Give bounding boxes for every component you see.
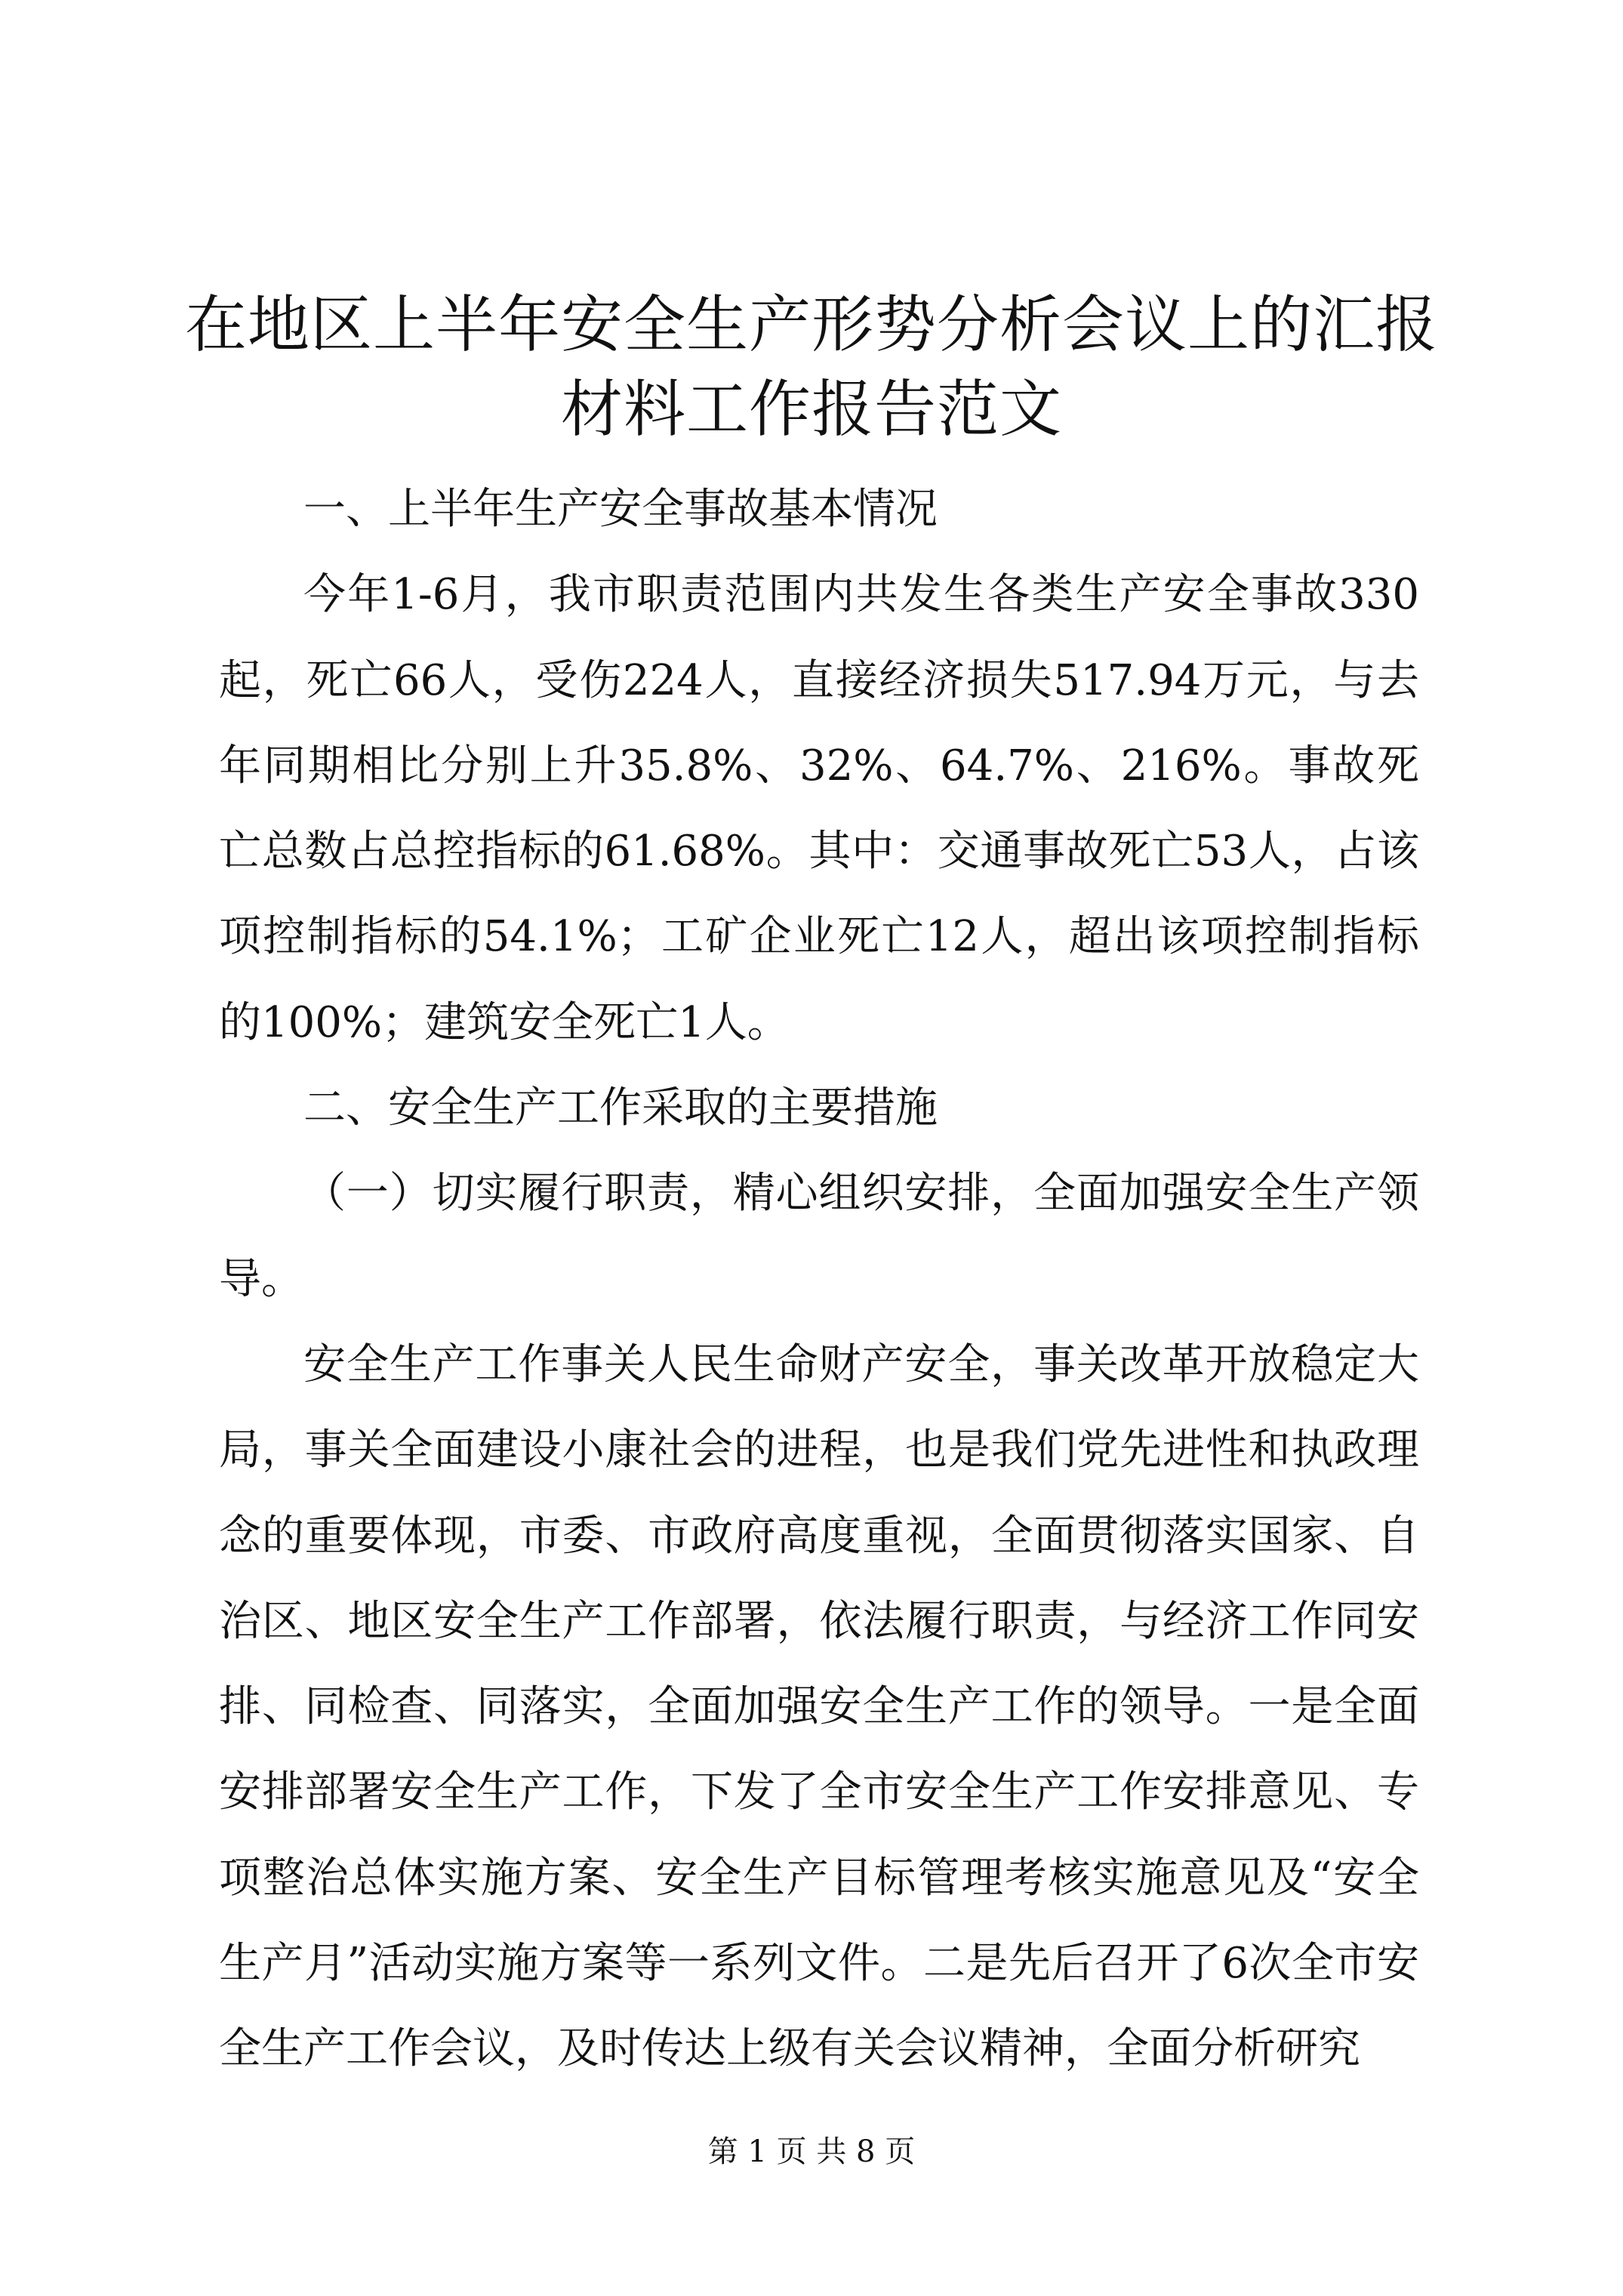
document-body <box>219 467 1419 2092</box>
section-heading-1: 一、上半年生产安全事故基本情况 <box>303 485 938 534</box>
paragraph-accident-stats: 今年1-6月，我市职责范围内共发生各类生产安全事故330起，死亡66人，受伤224人，直接经济损失517.94万元，与去年同期相比分别上升35.8%、32%、64.7%、216%。事故死亡总数占总控指标的61.68%。其中：交通事故死亡53人，占该项控制指标的54.1%；工矿企业死亡12人，超出该项控制指标的100%；建筑安全死亡1人。 <box>219 570 1419 1047</box>
paragraph-measures: 安全生产工作事关人民生命财产安全，事关改革开放稳定大局，事关全面建设小康社会的进程，也是我们党先进性和执政理念的重要体现，市委、市政府高度重视，全面贯彻落实国家、自治区、地区安全生产工作部署，依法履行职责，与经济工作同安排、同检查、同落实，全面加强安全生产工作的领导。一是全面安排部署安全生产工作，下发了全市安全生产工作安排意见、专项整治总体实施方案、安全生产目标管理考核实施意见及“安全生产月”活动实施方案等一系列文件。二是先后召开了6次全市安全生产工作会议，及时传达上级有关会议精神，全面分析研究 <box>219 1339 1419 2074</box>
title-line-2: 材料工作报告范文 <box>560 374 1062 445</box>
title-line-1: 在地区上半年安全生产形势分析会议上的汇报 <box>184 289 1438 361</box>
section-heading-2: 二、安全生产工作采取的主要措施 <box>303 1083 938 1133</box>
subsection-heading-1: （一）切实履行职责，精心组织安排，全面加强安全生产领导。 <box>219 1169 1419 1304</box>
document-title <box>174 283 1449 452</box>
page-footer: 第 1 页 共 8 页 <box>707 2134 916 2169</box>
